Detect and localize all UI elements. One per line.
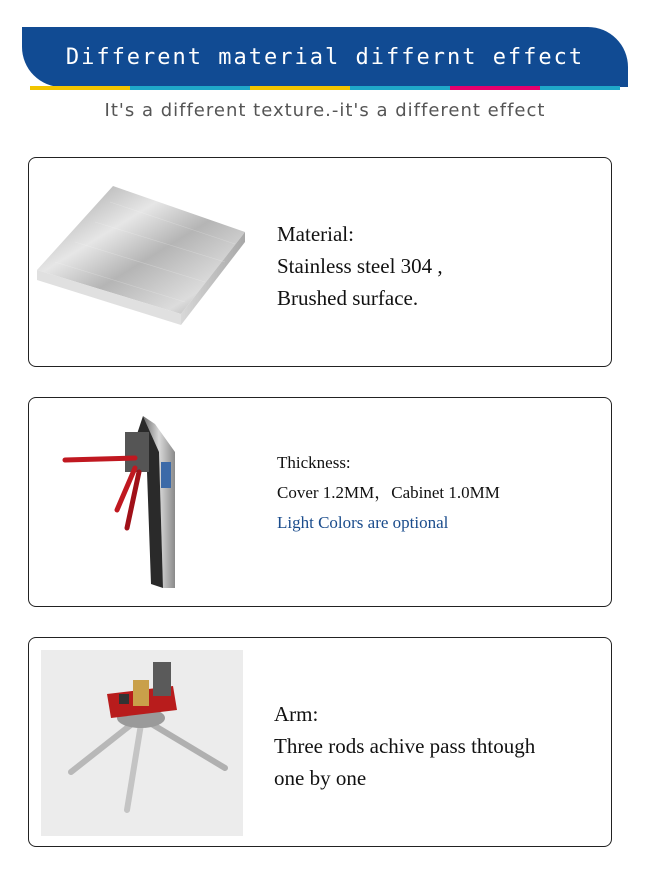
material-spec: Stainless steel 304 , <box>277 254 443 278</box>
arm-card <box>28 637 612 847</box>
tripod-arm-mechanism-icon <box>41 650 243 836</box>
color-stripe-1 <box>30 86 130 90</box>
arm-description-cont: one by one <box>274 766 367 790</box>
color-stripe-5 <box>450 86 540 90</box>
material-card <box>28 157 612 367</box>
thickness-text <box>277 448 500 538</box>
material-text <box>277 218 443 314</box>
tripod-turnstile-icon <box>59 412 179 590</box>
thickness-card <box>28 397 612 607</box>
color-stripe-4 <box>350 86 450 90</box>
thickness-label: Thickness: <box>277 453 351 472</box>
material-label: Material: <box>277 222 354 246</box>
arm-text <box>274 698 535 794</box>
thickness-spec: Cover 1.2MM，Cabinet 1.0MM <box>277 483 500 502</box>
banner-title: Different material differnt effect <box>65 44 585 70</box>
color-stripe-3 <box>250 86 350 90</box>
arm-label: Arm: <box>274 702 319 726</box>
header-banner <box>22 27 628 87</box>
color-stripe-2 <box>130 86 250 90</box>
arm-description: Three rods achive pass thtough <box>274 734 536 758</box>
light-colors-note: Light Colors are optional <box>277 513 449 532</box>
stainless-steel-plate-icon <box>35 182 255 332</box>
color-stripe-6 <box>540 86 620 90</box>
subtitle: It's a different texture.-it's a different effect <box>104 100 546 121</box>
material-surface: Brushed surface. <box>277 286 419 310</box>
